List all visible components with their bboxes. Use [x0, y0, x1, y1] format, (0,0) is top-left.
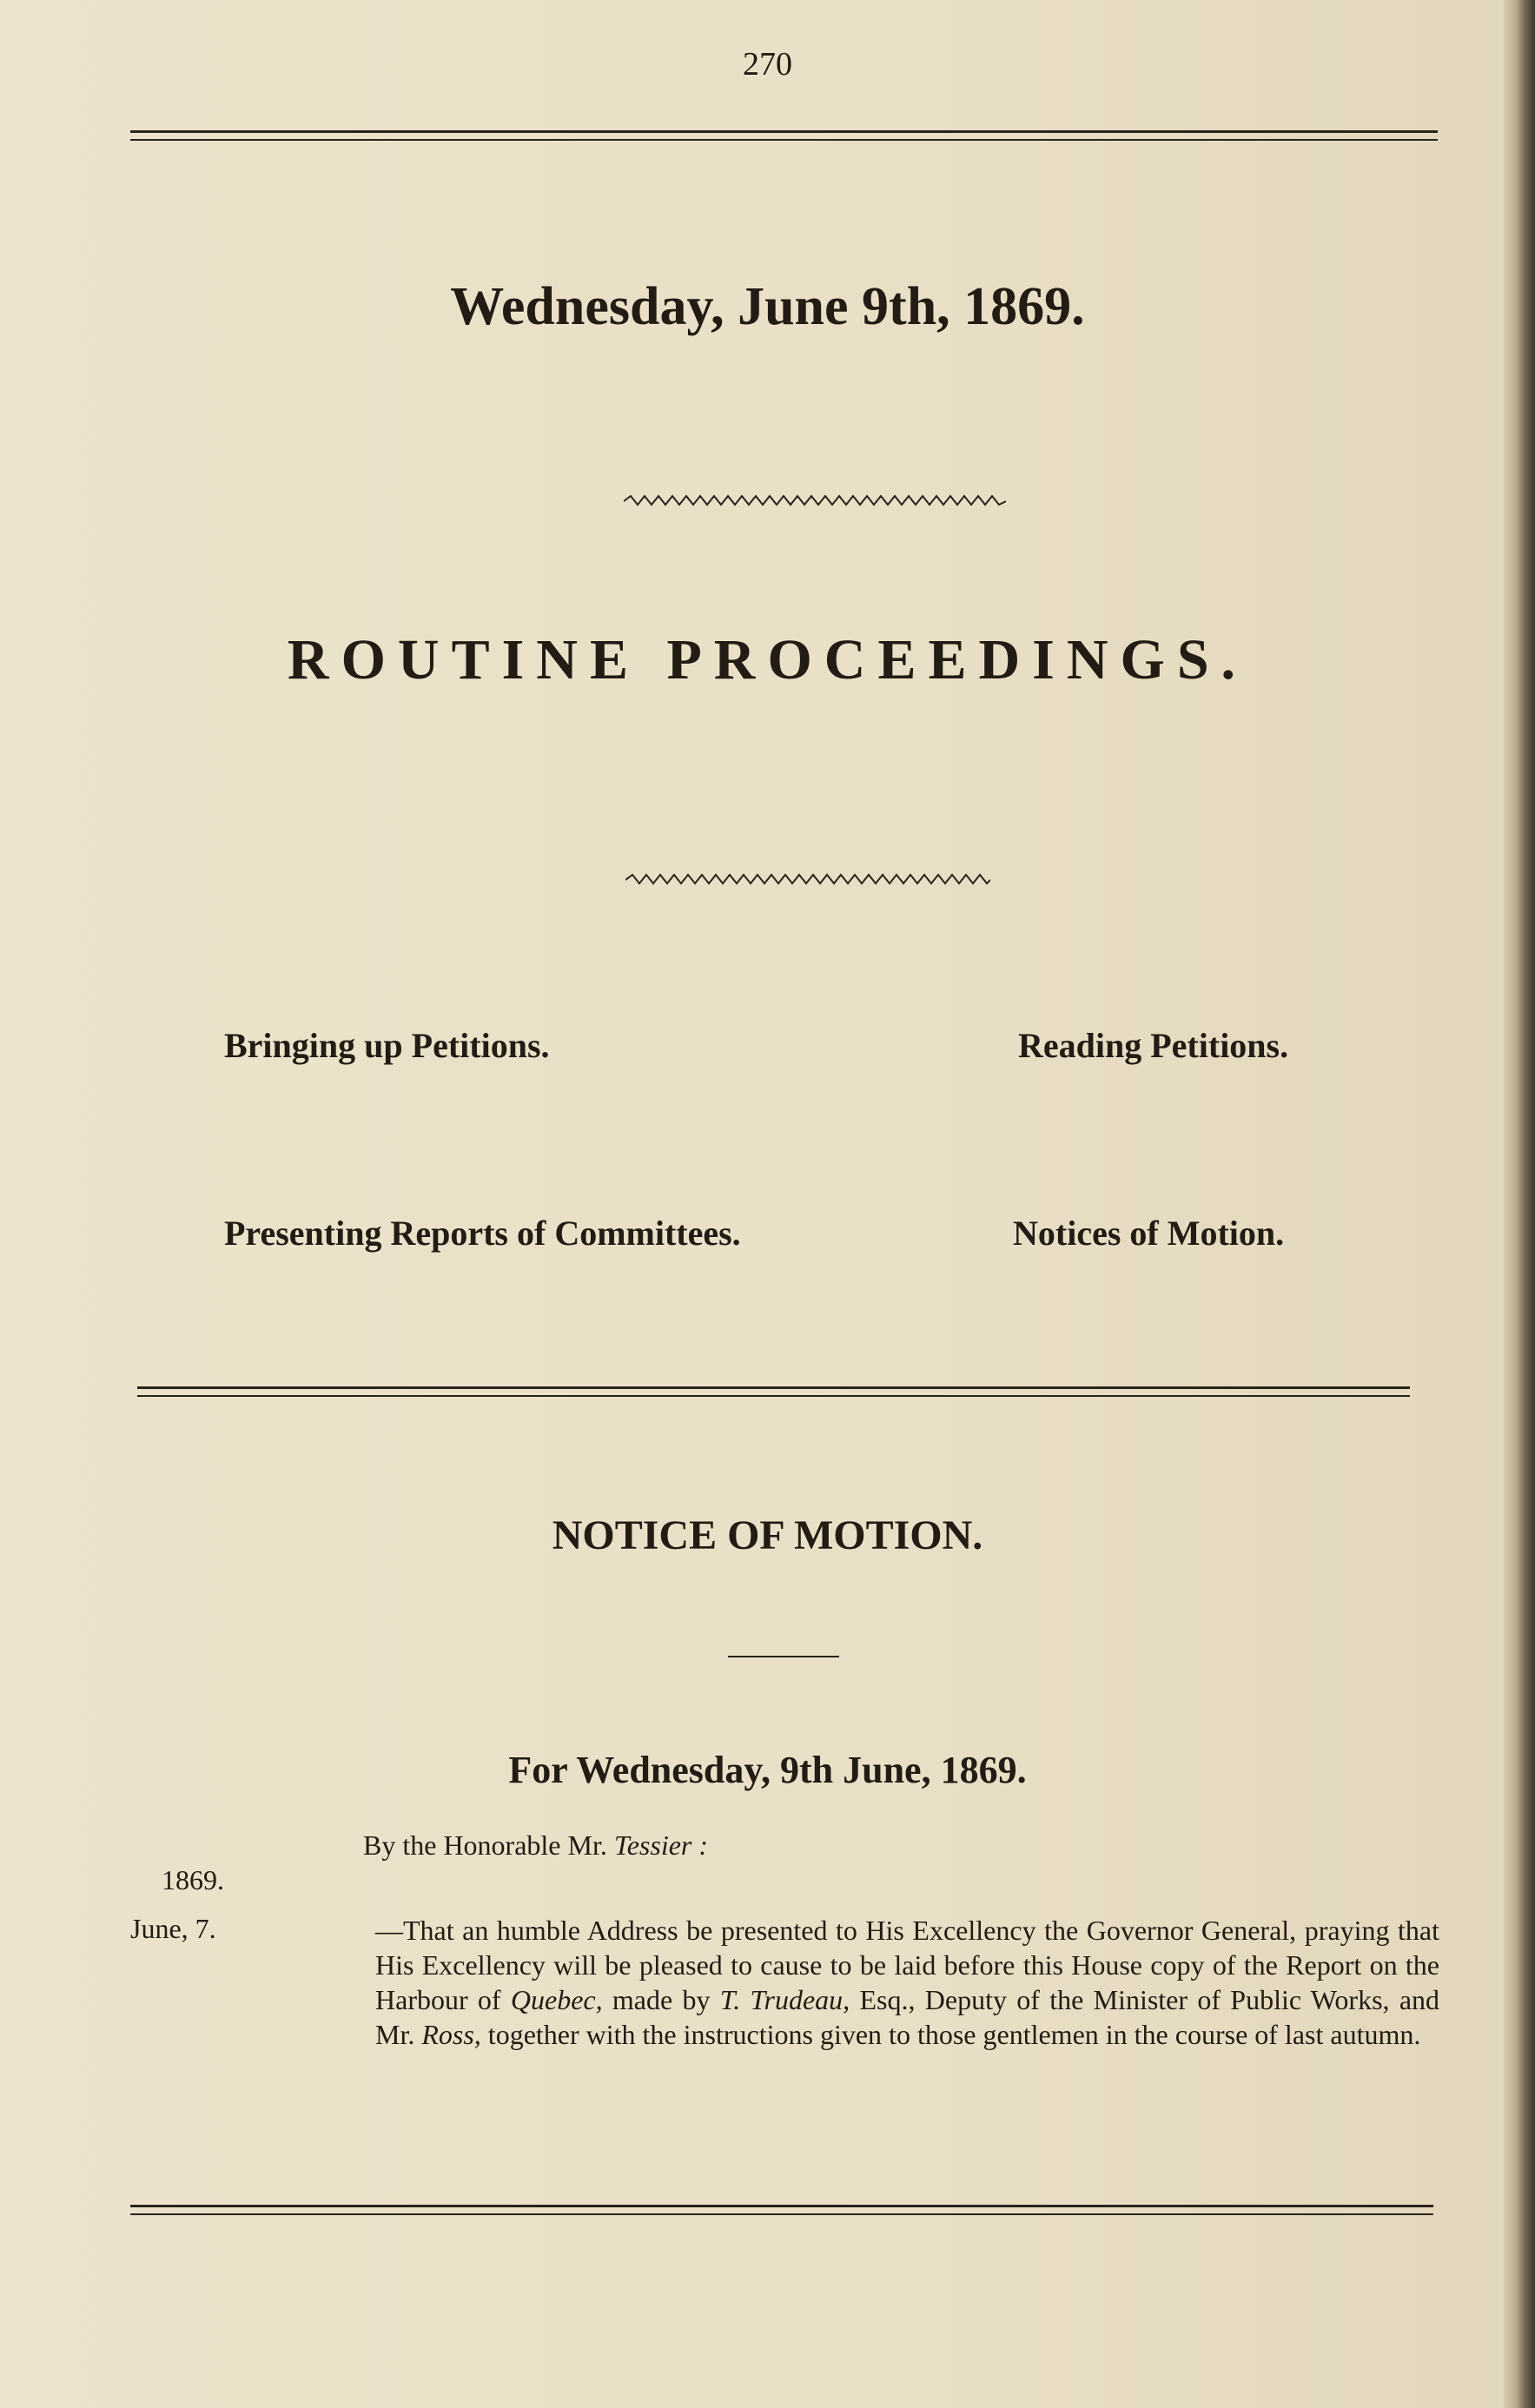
item-reading-petitions: Reading Petitions.	[1018, 1026, 1289, 1065]
motion-segment-italic: T. Trudeau,	[719, 1984, 850, 2015]
page-number: 270	[743, 46, 792, 83]
notice-for-line: For Wednesday, 9th June, 1869.	[508, 1749, 1027, 1791]
item-notices-of-motion: Notices of Motion.	[1013, 1214, 1285, 1253]
ornament-divider-top	[624, 493, 1006, 509]
notice-title: NOTICE OF MOTION.	[552, 1512, 983, 1558]
date-heading: Wednesday, June 9th, 1869.	[450, 277, 1085, 336]
page-edge-shadow	[1504, 0, 1535, 2408]
by-name: Tessier :	[613, 1829, 709, 1861]
bottom-rule-secondary	[130, 2213, 1433, 2215]
item-presenting-reports: Presenting Reports of Committees.	[224, 1214, 741, 1253]
notice-short-rule	[728, 1656, 839, 1657]
motion-date: June, 7.	[130, 1913, 216, 1944]
motion-segment-italic: Ross,	[421, 2019, 481, 2050]
motion-segment: —That an humble Address be presented to His Excellency the Governor General, praying that His Excellency will be pleased to cause to be laid before this House copy of the Report on the Harbour of	[375, 1915, 1439, 2015]
motion-segment-italic: Quebec,	[510, 1984, 603, 2015]
bottom-rule	[130, 2205, 1433, 2207]
top-rule-secondary	[130, 139, 1438, 141]
motion-segment: together with the instructions given to those gentlemen in the course of last autumn.	[480, 2019, 1421, 2050]
motion-segment: Esq., Deputy of the Minister of Public Works, and Mr.	[375, 1984, 1440, 2050]
motion-text	[375, 1913, 1439, 2052]
motion-segment: made by	[602, 1984, 720, 2015]
middle-rule-secondary	[137, 1395, 1410, 1397]
ornament-divider-bottom	[625, 872, 990, 888]
middle-rule	[137, 1386, 1410, 1389]
motion-year: 1869.	[162, 1864, 224, 1895]
by-prefix: By the Honorable Mr.	[363, 1829, 607, 1861]
item-bringing-up-petitions: Bringing up Petitions.	[224, 1026, 550, 1065]
section-title: ROUTINE PROCEEDINGS.	[287, 628, 1248, 691]
notice-by-line	[363, 1829, 708, 1862]
top-rule	[130, 130, 1438, 133]
